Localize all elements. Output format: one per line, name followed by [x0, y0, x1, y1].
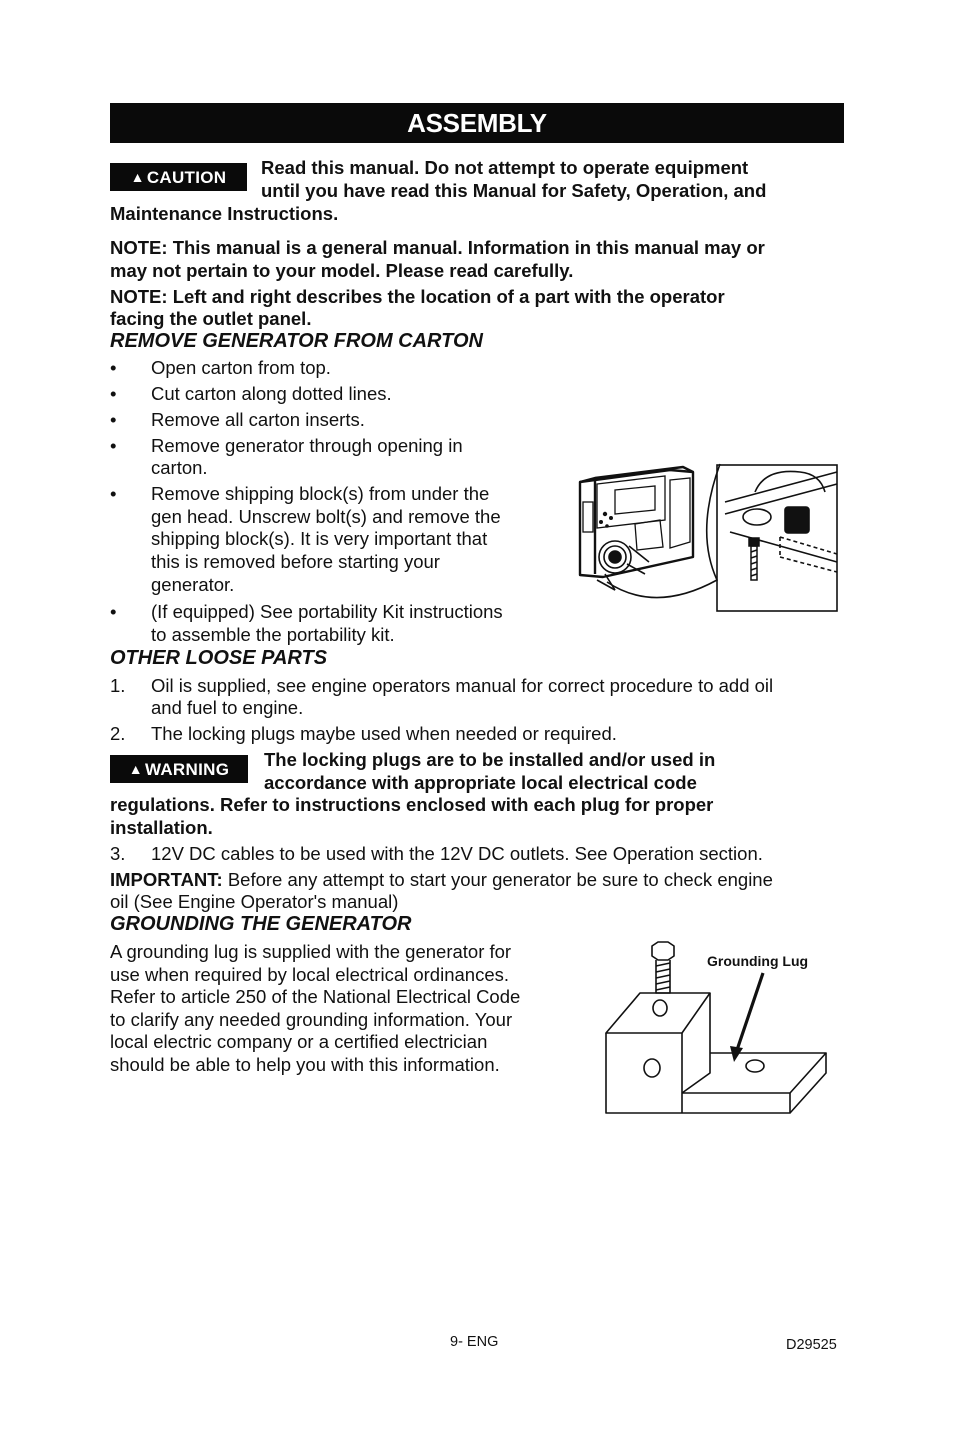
- note-2-line-2: facing the outlet panel.: [110, 308, 312, 329]
- remove-step-5-line-1: Remove shipping block(s) from under the: [151, 483, 490, 504]
- remove-step-4-line-2: carton.: [151, 457, 208, 478]
- remove-step-5-line-5: generator.: [151, 574, 235, 595]
- grounding-line-4: to clarify any needed grounding information. Your: [110, 1009, 513, 1030]
- grounding-line-3: Refer to article 250 of the National Electrical Code: [110, 986, 521, 1007]
- important-line-1: [110, 869, 773, 892]
- loose-item-1-number: 1.: [110, 675, 126, 696]
- loose-item-2-number: 2.: [110, 723, 126, 744]
- caution-line-2: until you have read this Manual for Safety, Operation, and: [261, 180, 767, 201]
- other-loose-parts-heading: OTHER LOOSE PARTS: [110, 647, 328, 669]
- warning-triangle-icon: ▲: [130, 169, 145, 185]
- bullet-5: •: [110, 483, 117, 504]
- loose-item-3-line-1: 12V DC cables to be used with the 12V DC outlets. See Operation section.: [151, 843, 763, 864]
- remove-generator-heading: REMOVE GENERATOR FROM CARTON: [110, 330, 483, 352]
- warning-line-1: The locking plugs are to be installed and/or used in: [264, 749, 716, 770]
- grounding-line-2: use when required by local electrical ordinances.: [110, 964, 509, 985]
- warning-line-3: regulations. Refer to instructions enclosed with each plug for proper: [110, 794, 714, 815]
- important-label: IMPORTANT:: [110, 869, 223, 890]
- grounding-heading: GROUNDING THE GENERATOR: [110, 913, 412, 935]
- grounding-lug-illustration: [600, 938, 832, 1118]
- remove-step-6-line-2: to assemble the portability kit.: [151, 624, 395, 645]
- loose-item-2-line-1: The locking plugs maybe used when needed or required.: [151, 723, 617, 744]
- grounding-line-1: A grounding lug is supplied with the generator for: [110, 941, 512, 962]
- bullet-1: •: [110, 357, 117, 378]
- remove-step-6-line-1: (If equipped) See portability Kit instructions: [151, 601, 503, 622]
- document-code: D29525: [786, 1337, 837, 1353]
- remove-step-5-line-4: this is removed before starting your: [151, 551, 440, 572]
- grounding-line-6: should be able to help you with this information.: [110, 1054, 500, 1075]
- important-text: Before any attempt to start your generator be sure to check engine: [222, 869, 773, 890]
- important-line-2: oil (See Engine Operator's manual): [110, 891, 399, 912]
- remove-step-2: Cut carton along dotted lines.: [151, 383, 392, 404]
- page-number: 9- ENG: [450, 1334, 499, 1350]
- caution-badge-label: CAUTION: [146, 168, 227, 187]
- remove-step-5-line-2: gen head. Unscrew bolt(s) and remove the: [151, 506, 501, 527]
- note-2-line-1: NOTE: Left and right describes the location of a part with the operator: [110, 286, 725, 307]
- warning-badge-label: WARNING: [144, 760, 230, 779]
- remove-step-4-line-1: Remove generator through opening in: [151, 435, 463, 456]
- section-title-banner: ASSEMBLY: [110, 103, 844, 143]
- loose-item-3-number: 3.: [110, 843, 126, 864]
- remove-step-3: Remove all carton inserts.: [151, 409, 365, 430]
- loose-item-1-line-1: Oil is supplied, see engine operators manual for correct procedure to add oil: [151, 675, 774, 696]
- note-1-line-2: may not pertain to your model. Please read carefully.: [110, 260, 574, 281]
- caution-line-1: Read this manual. Do not attempt to operate equipment: [261, 157, 749, 178]
- warning-badge: [110, 755, 248, 783]
- warning-line-4: installation.: [110, 817, 213, 838]
- bullet-4: •: [110, 435, 117, 456]
- caution-badge: [110, 163, 247, 191]
- caution-line-3: Maintenance Instructions.: [110, 203, 339, 224]
- warning-line-2: accordance with appropriate local electrical code: [264, 772, 697, 793]
- loose-item-1-line-2: and fuel to engine.: [151, 697, 304, 718]
- remove-step-5-line-3: shipping block(s). It is very important that: [151, 528, 488, 549]
- grounding-lug-label: Grounding Lug: [707, 953, 809, 969]
- bullet-6: •: [110, 601, 117, 622]
- warning-triangle-icon: ▲: [128, 761, 143, 777]
- bullet-2: •: [110, 383, 117, 404]
- note-1-line-1: NOTE: This manual is a general manual. Information in this manual may or: [110, 237, 765, 258]
- bullet-3: •: [110, 409, 117, 430]
- remove-step-1: Open carton from top.: [151, 357, 331, 378]
- grounding-line-5: local electric company or a certified electrician: [110, 1031, 488, 1052]
- shipping-block-illustration: [575, 462, 840, 614]
